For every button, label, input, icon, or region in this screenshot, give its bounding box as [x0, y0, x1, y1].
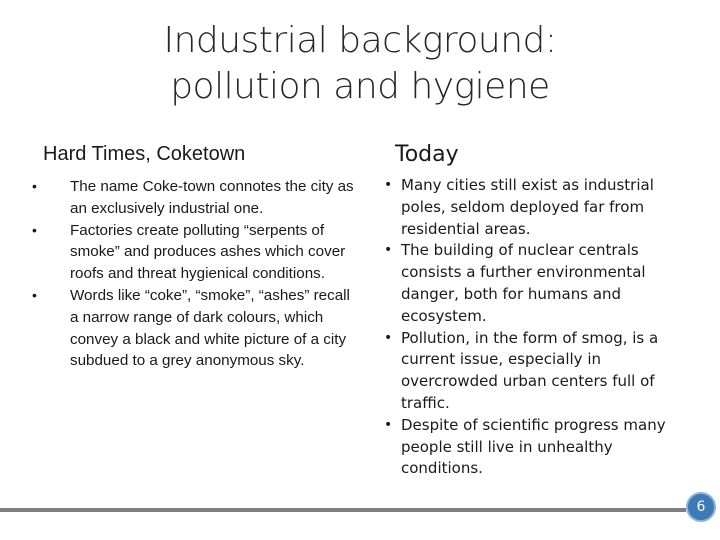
footer-divider: [0, 508, 686, 512]
slide-title-line-1: Industrial background:: [163, 20, 557, 61]
bullet-icon: •: [32, 286, 37, 303]
list-item: [386, 240, 686, 327]
bullet-icon: •: [384, 242, 393, 259]
bullet-icon: •: [384, 329, 393, 346]
slide-title: [130, 18, 590, 110]
left-column-heading: Hard Times, Coketown: [43, 143, 246, 165]
list-item: [386, 415, 686, 480]
left-bullet-list: [28, 176, 358, 372]
bullet-text: Many cities still exist as industrial poles, seldom deployed far from residential areas.: [401, 176, 654, 238]
bullet-icon: •: [384, 416, 393, 433]
right-column-heading: Today: [395, 142, 459, 167]
bullet-icon: •: [32, 178, 37, 194]
bullet-text: The name Coke-town connotes the city as an exclusively industrial one.: [70, 178, 354, 217]
list-item: [28, 176, 358, 220]
page-number-badge: 6: [686, 492, 716, 522]
right-bullet-list: [386, 175, 686, 480]
slide-title-line-2: pollution and hygiene: [170, 66, 550, 107]
bullet-text: Pollution, in the form of smog, is a current issue, especially in overcrowded urban centers full of traffic.: [401, 328, 659, 412]
bullet-text: Words like “coke”, “smoke”, “ashes” recall a narrow range of dark colours, which convey a black and white picture of a city subdued to a grey anonymous sky.: [70, 286, 350, 370]
list-item: [386, 175, 686, 240]
bullet-icon: •: [384, 177, 393, 193]
list-item: [386, 328, 686, 415]
bullet-icon: •: [32, 221, 37, 238]
bullet-text: Factories create polluting “serpents of smoke” and produces ashes which cover roofs and threat hygienical conditions.: [70, 221, 346, 283]
bullet-text: The building of nuclear centrals consists a further environmental danger, both for humans and ecosystem.: [401, 241, 646, 325]
list-item: [28, 285, 358, 372]
bullet-text: Despite of scientific progress many people still live in unhealthy conditions.: [401, 415, 666, 478]
list-item: [28, 220, 358, 285]
